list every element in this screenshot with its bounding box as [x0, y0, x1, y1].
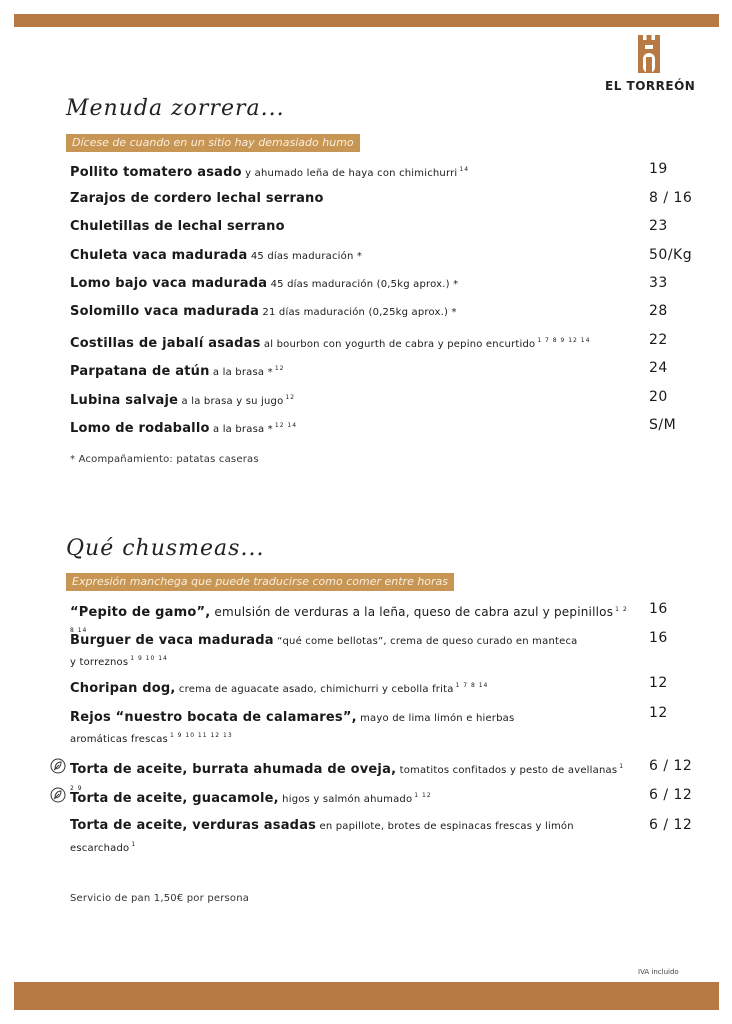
dish-description: tomatitos confitados y pesto de avellanas: [396, 765, 618, 776]
allergen-codes: 12: [274, 365, 285, 372]
dish-price: 12: [649, 675, 668, 691]
dish-description: y ahumado leña de haya con chimichurri: [241, 168, 458, 179]
menu-item: [70, 677, 630, 699]
dish-description: a la brasa *: [209, 367, 273, 378]
menu-item: [70, 709, 570, 748]
allergen-codes: 12: [285, 394, 296, 401]
dish-description: 45 días maduración *: [247, 251, 363, 262]
dish-name: Burguer de vaca madurada: [70, 633, 274, 648]
menu-item: [70, 218, 630, 236]
menu-item: [70, 787, 630, 809]
menu-item: [70, 247, 630, 266]
dish-name: Chuleta vaca madurada: [70, 248, 248, 263]
vat-note: IVA incluido: [638, 968, 679, 976]
menu-item: [70, 275, 630, 294]
dish-price: 24: [649, 360, 668, 376]
dish-description: en papillote, brotes de espinacas frescas y limón escarchado: [70, 821, 574, 854]
leaf-icon: [50, 787, 66, 803]
dish-name: Lomo de rodaballo: [70, 421, 210, 436]
allergen-codes: 1 9 10 14: [130, 655, 168, 662]
dish-name: Rejos “nuestro bocata de calamares”,: [70, 710, 357, 725]
allergen-codes: 1 7 8 14: [455, 682, 489, 689]
dish-price: S/M: [649, 417, 677, 433]
menu-item: [70, 303, 630, 322]
menu-item: [70, 389, 630, 411]
dish-price: 22: [649, 332, 668, 348]
dish-name: Pollito tomatero asado: [70, 165, 242, 180]
dish-name: Solomillo vaca madurada: [70, 304, 260, 319]
dish-name: Torta de aceite, verduras asadas: [70, 818, 317, 833]
dish-price: 20: [649, 389, 668, 405]
menu-item: [70, 332, 630, 354]
allergen-codes: 1 7 8 9 12 14: [537, 337, 591, 344]
dish-price: 16: [649, 630, 668, 646]
dish-price: 19: [649, 161, 668, 177]
dish-name: Choripan dog,: [70, 681, 176, 696]
dish-description: 21 días maduración (0,25kg aprox.) *: [259, 307, 457, 318]
side-dish-note: * Acompañamiento: patatas caseras: [70, 454, 259, 465]
menu-item: [70, 190, 630, 208]
menu-item: [70, 632, 580, 671]
dish-price: 23: [649, 218, 668, 234]
dish-price: 50/Kg: [649, 247, 693, 263]
dish-description: a la brasa *: [209, 424, 273, 435]
dish-price: 6 / 12: [649, 817, 693, 833]
dish-price: 12: [649, 705, 668, 721]
section-tagline: Dícese de cuando en un sitio hay demasiado humo: [66, 134, 360, 152]
section-tagline: Expresión manchega que puede traducirse como comer entre horas: [66, 573, 454, 591]
dish-price: 8 / 16: [649, 190, 693, 206]
dish-description: 45 días maduración (0,5kg aprox.) *: [267, 279, 459, 290]
dish-name: Zarajos de cordero lechal serrano: [70, 191, 324, 206]
dish-name: Chuletillas de lechal serrano: [70, 219, 285, 234]
dish-description: a la brasa y su jugo: [178, 396, 284, 407]
bread-service-note: Servicio de pan 1,50€ por persona: [70, 893, 250, 904]
allergen-codes: 12 14: [274, 422, 298, 429]
dish-price: 33: [649, 275, 668, 291]
dish-price: 6 / 12: [649, 758, 693, 774]
dish-name: Lomo bajo vaca madurada: [70, 276, 268, 291]
bottom-accent-bar: [14, 982, 719, 1010]
dish-description: emulsión de verduras a la leña, queso de cabra azul y pepinillos: [210, 605, 614, 619]
dish-description: mayo de lima limón e hierbas aromáticas frescas: [70, 713, 515, 745]
allergen-codes: 1: [131, 841, 137, 848]
menu-item: [70, 817, 640, 858]
allergen-codes: 1 9 10 11 12 13: [169, 732, 233, 739]
dish-description: “qué come bellotas”, crema de queso curado en manteca y torreznos: [70, 636, 578, 668]
allergen-codes: 1 12: [414, 792, 432, 799]
brand-logo: [605, 35, 696, 93]
menu-item: [70, 417, 630, 439]
dish-name: Parpatana de atún: [70, 364, 210, 379]
dish-price: 6 / 12: [649, 787, 693, 803]
section-title: Qué chusmeas...: [66, 536, 265, 561]
menu-item: [70, 161, 630, 183]
dish-description: higos y salmón ahumado: [278, 794, 413, 805]
menu-item: [70, 360, 630, 382]
allergen-codes: 14: [459, 166, 470, 173]
section-title: Menuda zorrera...: [66, 96, 285, 121]
dish-price: 16: [649, 601, 668, 617]
allergen-codes: 1 2 8 14: [70, 606, 628, 634]
brand-name: EL TORREÓN: [605, 79, 696, 93]
dish-name: “Pepito de gamo”,: [70, 605, 211, 620]
dish-description: al bourbon con yogurth de cabra y pepino encurtido: [260, 339, 536, 350]
dish-name: Torta de aceite, guacamole,: [70, 791, 279, 806]
dish-name: Costillas de jabalí asadas: [70, 336, 261, 351]
tower-icon: [637, 35, 661, 73]
dish-description: crema de aguacate asado, chimichurri y cebolla frita: [175, 684, 454, 695]
leaf-icon: [50, 758, 66, 774]
top-accent-bar: [14, 14, 719, 27]
allergen-codes: 1 2 9: [70, 763, 625, 792]
dish-name: Lubina salvaje: [70, 393, 179, 408]
dish-name: Torta de aceite, burrata ahumada de oveja,: [70, 762, 397, 777]
dish-price: 28: [649, 303, 668, 319]
